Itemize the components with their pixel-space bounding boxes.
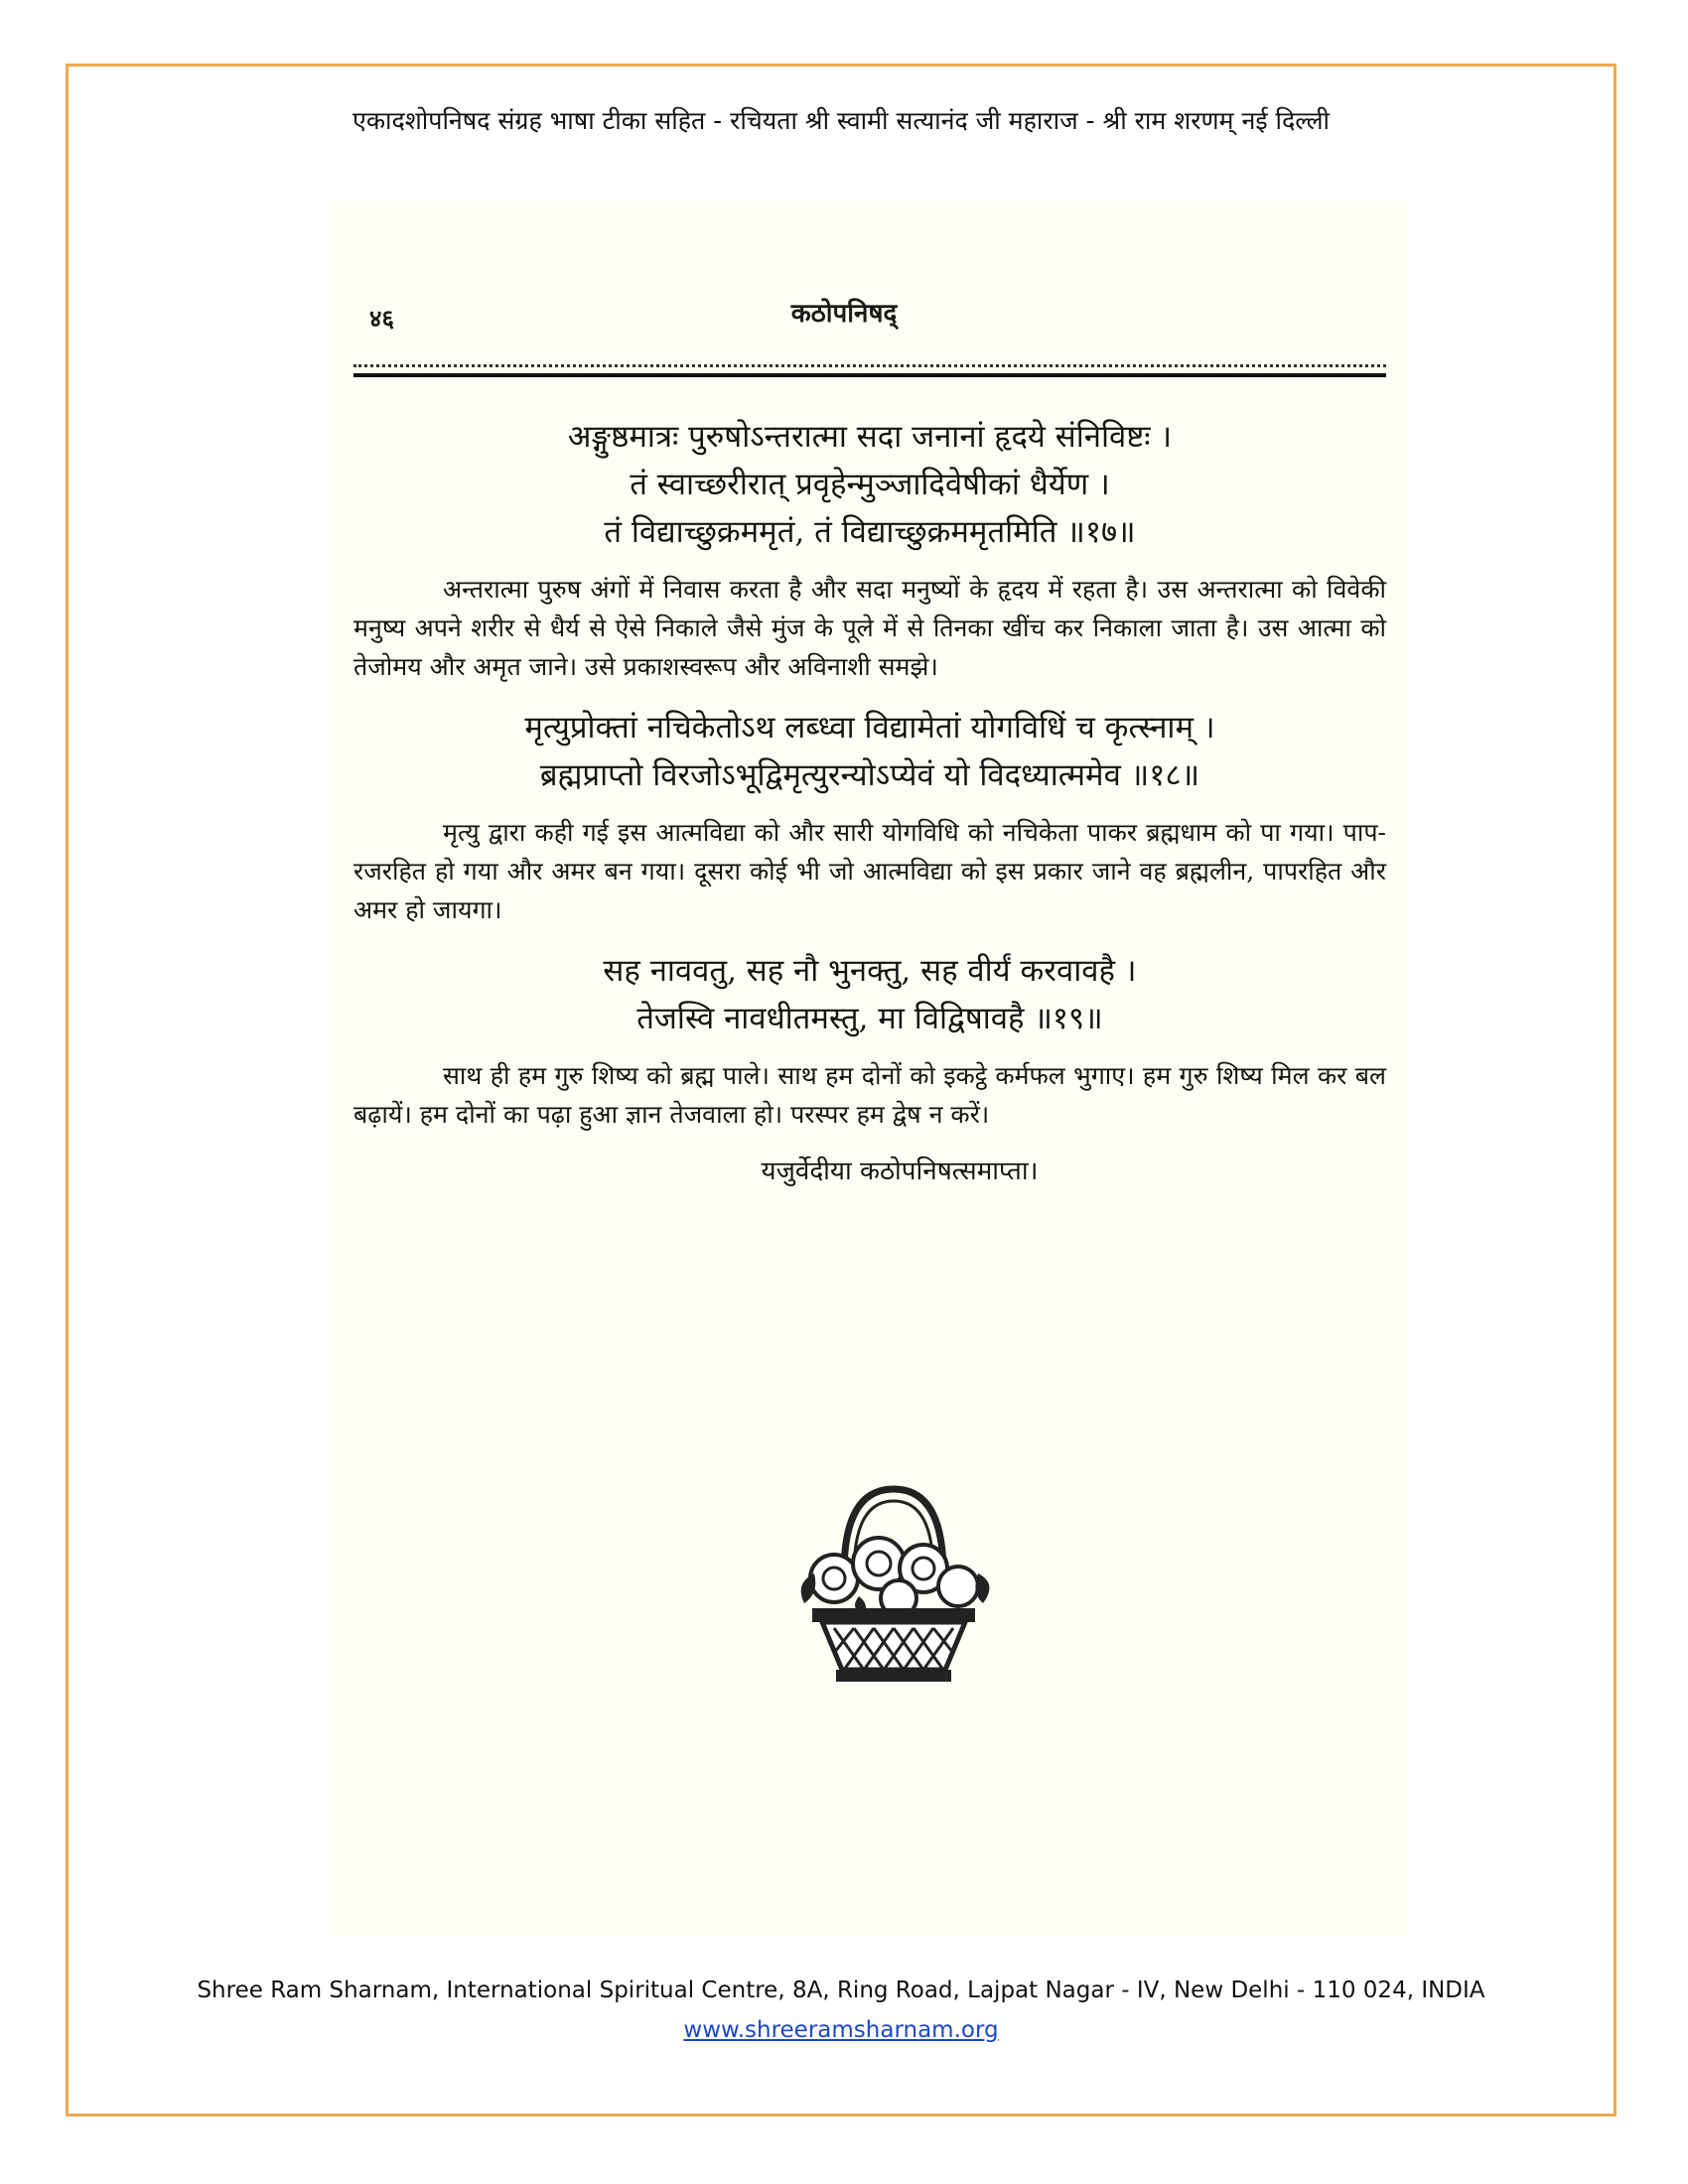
commentary-17: अन्तरात्मा पुरुष अंगों में निवास करता है और सदा मनुष्यों के हृदय में रहता है। उस अन्तरात्मा को विवेकी मनुष्य अपने शरीर से धैर्य से ऐसे निकाले जैसे मुंज के पूले में से तिनका खींच कर निकाला जाता है। उस आत्मा को तेजोमय और अमृत जाने। उसे प्रकाशस्वरूप और अविनाशी समझे।	[353, 575, 1386, 682]
verse-line: सह नाववतु, सह नौ भुनक्तु, सह वीर्यं करवावहै ।	[603, 953, 1137, 990]
page-body	[353, 413, 1386, 1187]
verse-line: तं विद्याच्छुक्रममृतं, तं विद्याच्छुक्रममृतमिति ॥१७॥	[604, 514, 1136, 551]
verse-line: अङ्गुष्ठमात्रः पुरुषोऽन्तरात्मा सदा जनानां हृदये संनिविष्टः ।	[567, 419, 1173, 455]
commentary-19: साथ ही हम गुरु शिष्य को ब्रह्म पाले। साथ हम दोनों को इकट्ठे कर्मफल भुगाए। हम गुरु शिष्य मिल कर बल बढ़ायें। हम दोनों का पढ़ा हुआ ज्ञान तेजवाला हो। परस्पर हम द्वेष न करें।	[353, 1061, 1386, 1130]
verse-line: तं स्वाच्छरीरात् प्रवृहेन्मुञ्जादिवेषीकां धैर्येण ।	[630, 467, 1110, 503]
page-number: ४६	[369, 305, 394, 333]
website-link[interactable]: www.shreeramsharnam.org	[683, 2017, 999, 2043]
dotted-rule	[353, 364, 1386, 367]
footer-website	[66, 2017, 1617, 2043]
commentary-18: मृत्यु द्वारा कही गई इस आत्मविद्या को और सारी योगविधि को नचिकेता पाकर ब्रह्मधाम को पा गया। पाप-रजरहित हो गया और अमर बन गया। दूसरा कोई भी जो आत्मविद्या को इस प्रकार जाने वह ब्रह्मलीन, पापरहित और अमर हो जायगा।	[353, 818, 1386, 925]
verse-line: ब्रह्मप्राप्तो विरजोऽभूद्विमृत्युरन्योऽप्येवं यो विदध्यात्ममेव ॥१८॥	[539, 757, 1200, 794]
verse-18	[353, 704, 1386, 799]
flower-basket-icon	[774, 1479, 1013, 1688]
verse-line: मृत्युप्रोक्तां नचिकेतोऽथ लब्ध्वा विद्यामेतां योगविधिं च कृत्स्नाम् ।	[524, 710, 1215, 747]
footer-address: Shree Ram Sharnam, International Spiritual Centre, 8A, Ring Road, Lajpat Nagar - IV, New Delhi - 110 024, INDIA	[197, 1978, 1485, 2003]
running-title: कठोपनिषद्	[790, 299, 898, 329]
verse-17	[353, 413, 1386, 556]
colophon: यजुर्वेदीया कठोपनिषत्समाप्ता।	[761, 1157, 1039, 1187]
header-rule	[353, 373, 1386, 377]
verse-19	[353, 947, 1386, 1042]
document-header: एकादशोपनिषद संग्रह भाषा टीका सहित - रचियता श्री स्वामी सत्यानंद जी महाराज - श्री राम शरणम् नई दिल्ली	[352, 106, 1330, 135]
verse-line: तेजस्वि नावधीतमस्तु, मा विद्विषावहै ॥१९॥	[636, 1001, 1103, 1037]
